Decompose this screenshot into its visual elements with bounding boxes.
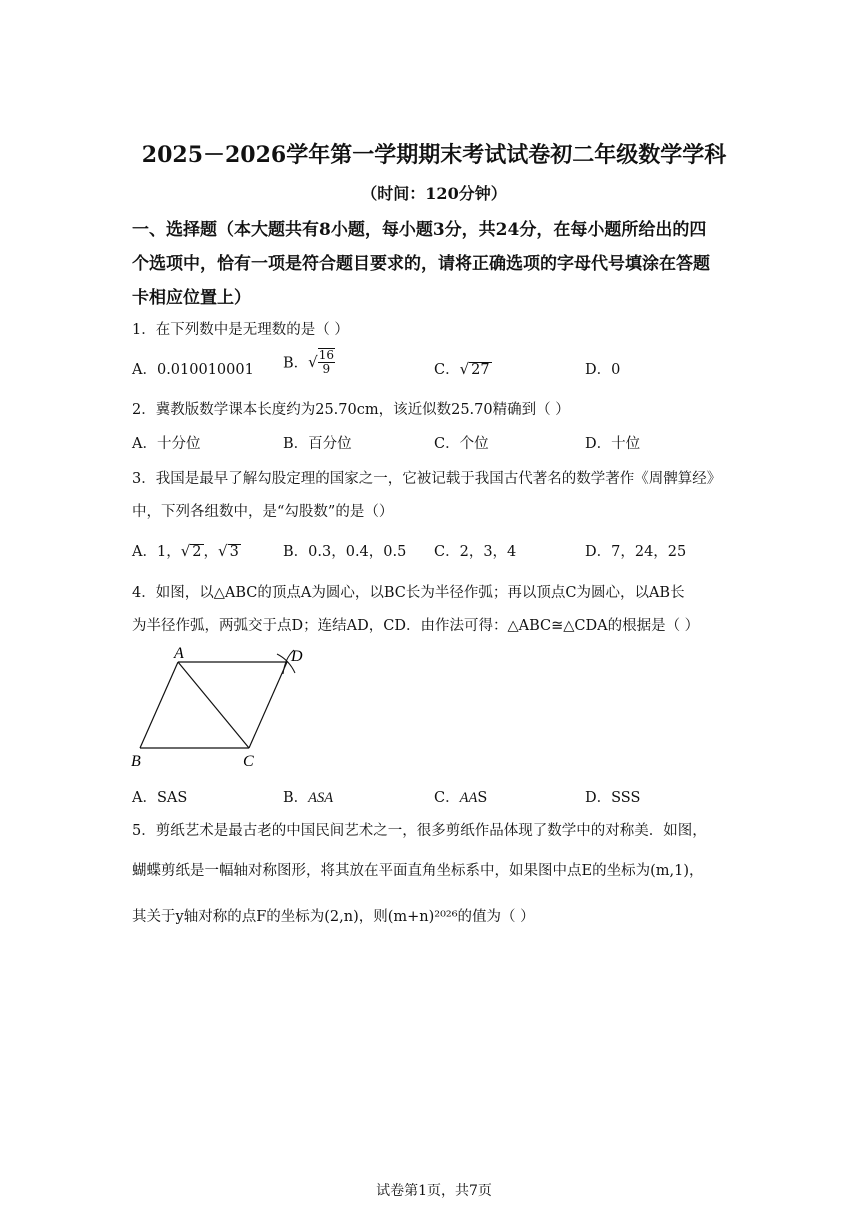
segment-ab [140,662,178,748]
question-1-option-c [434,358,492,379]
question-1-option-b [283,348,335,376]
fraction-numerator: 16 [318,348,334,362]
page-footer: 试卷第1页，共7页 [376,1183,492,1199]
question-4-stem-line1: 4．如图，以△ABC的顶点A为圆心，以BC长为半径作弧；再以顶点C为圆心，以AB长 [132,585,685,601]
fraction [318,348,335,376]
point-label-a: A [174,645,184,662]
option-b-label: B． [283,790,309,806]
option-c-value-italic: AA [459,790,478,806]
option-b-value: ASA [308,790,334,806]
question-4-option-d: D．SSS [585,790,641,806]
question-2-option-b: B．百分位 [283,436,352,452]
question-2-option-c: C．个位 [434,436,489,452]
question-4-stem-line2: 为半径作弧，两弧交于点D；连结AD，CD．由作法可得：△ABC≅△CDA的根据是（ ） [132,618,700,634]
section-heading-line2: 个选项中，恰有一项是符合题目要求的，请将正确选项的字母代号填涂在答题 [132,254,710,274]
fraction-denominator: 9 [322,362,331,376]
question-1-stem: 1．在下列数中是无理数的是（ ） [132,322,349,338]
radicand: 3 [229,544,239,560]
question-5-stem-line2: 蝴蝶剪纸是一幅轴对称图形，将其放在平面直角坐标系中，如果图中点E的坐标为(m,1)， [132,863,704,879]
segment-cd [249,662,287,748]
question-3-option-d: D．7，24，25 [585,544,687,560]
point-label-c: C [243,753,254,770]
section-heading-line1: 一、选择题（本大题共有8小题，每小题3分，共24分，在每小题所给出的四 [132,220,707,240]
radical-sign-icon: √ [308,353,318,371]
question-4-option-c [434,786,487,807]
option-c-label: C． [434,790,460,806]
option-c-label: C． [434,362,460,378]
exam-time: （时间：120分钟） [361,184,507,203]
question-2-stem: 2．冀教版数学课本长度约为25.70cm，该近似数25.70精确到（ ） [132,402,570,418]
question-1-option-d: D．0 [585,362,621,378]
exam-title: 2025－2026学年第一学期期末考试试卷初二年级数学学科 [141,142,727,168]
question-3-option-c: C．2，3，4 [434,544,517,560]
separator: ， [203,544,218,560]
question-5-stem-line1: 5．剪纸艺术是最古老的中国民间艺术之一，很多剪纸作品体现了数学中的对称美．如图， [132,823,707,839]
question-3-stem-line2: 中，下列各组数中，是“勾股数”的是（） [132,504,394,520]
point-label-b: B [131,753,141,770]
segment-ac [178,662,249,748]
question-3-stem-line1: 3．我国是最早了解勾股定理的国家之一，它被记载于我国古代著名的数学著作《周髀算经》 [132,471,722,487]
question-2-option-a: A．十分位 [132,436,201,452]
parallelogram-figure [125,640,325,775]
radical-sign-icon: √ [459,360,470,378]
radical-sign-icon: √ [218,542,228,560]
option-a-label: A．1， [132,544,181,560]
section-heading-line3: 卡相应位置上） [132,288,251,308]
option-c-value-suffix: S [477,790,488,806]
radical-sign-icon: √ [180,542,191,560]
option-b-label: B． [283,355,309,372]
question-3-option-a [132,540,241,561]
question-5-stem-line3: 其关于y轴对称的点F的坐标为(2,n)，则(m+n)²⁰²⁶的值为（ ） [132,909,535,925]
radicand: 2 [192,544,202,560]
question-1-option-a: A．0.010010001 [132,362,254,378]
question-3-option-b: B．0.3，0.4，0.5 [283,544,407,560]
point-label-d: D [291,648,303,665]
question-2-option-d: D．十位 [585,436,641,452]
question-4-option-a: A．SAS [132,790,188,806]
question-4-option-b [283,786,333,807]
radicand: 27 [471,362,490,378]
